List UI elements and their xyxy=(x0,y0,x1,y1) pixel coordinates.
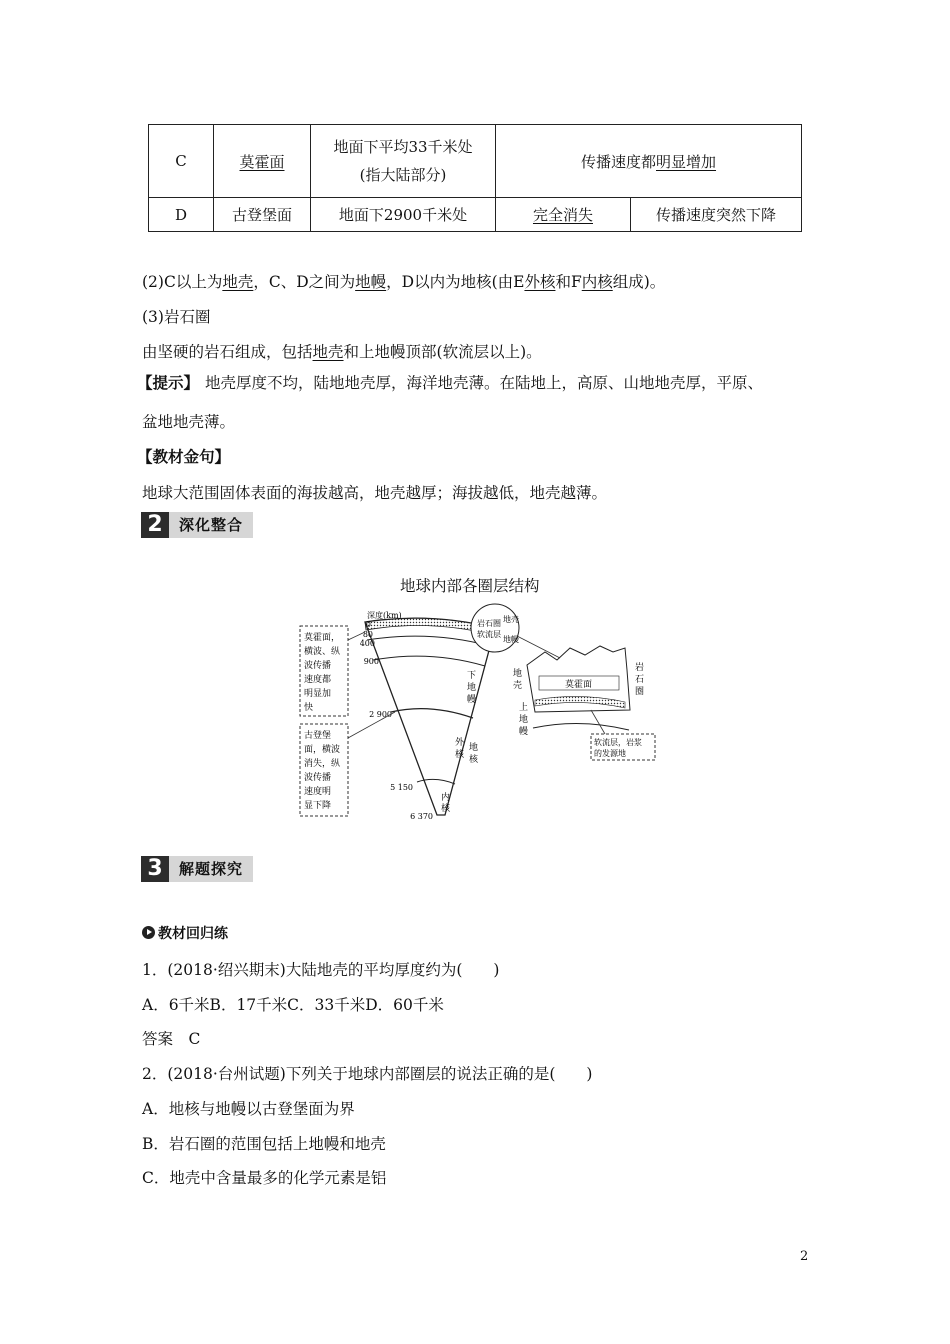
svg-text:地: 地 xyxy=(467,683,477,693)
diagram-title: 地球内部各圈层结构 xyxy=(400,577,540,595)
q1-options: A．6千米B．17千米C．33千米D．60千米 xyxy=(142,996,444,1014)
svg-text:莫霍面，: 莫霍面， xyxy=(304,633,341,643)
section-header-2 xyxy=(141,512,253,538)
svg-text:内: 内 xyxy=(441,793,451,803)
inner-core-boundary xyxy=(417,779,455,784)
svg-text:壳: 壳 xyxy=(513,681,523,691)
earth-layers-diagram xyxy=(295,600,665,825)
svg-text:岩石圈: 岩石圈 xyxy=(477,619,501,628)
play-icon xyxy=(142,926,155,939)
svg-text:石: 石 xyxy=(635,675,645,685)
tip-line-1: 【提示】 地壳厚度不均，陆地地壳厚，海洋地壳薄。在陆地上，高原、山地地壳厚，平原、 xyxy=(137,374,764,392)
svg-text:明显加: 明显加 xyxy=(304,689,332,699)
p-wave-cell: 传播速度突然下降 xyxy=(631,198,802,232)
svg-text:消失，纵: 消失，纵 xyxy=(304,759,341,769)
svg-text:幔: 幔 xyxy=(519,727,529,737)
section-number: 3 xyxy=(141,856,169,882)
depth-label: 6 370 xyxy=(410,812,433,821)
interface-name: 古登堡面 xyxy=(214,198,311,232)
q2-option-b: B．岩石圈的范围包括上地幔和地壳 xyxy=(142,1135,386,1153)
svg-text:波传播: 波传播 xyxy=(304,661,332,671)
moho-label: 莫霍面 xyxy=(565,680,593,690)
heading-lithosphere: (3)岩石圈 xyxy=(142,308,211,326)
zoom-circle xyxy=(471,604,519,652)
section-title: 解题探究 xyxy=(169,856,253,882)
svg-text:地幔: 地幔 xyxy=(503,635,519,644)
svg-text:核: 核 xyxy=(441,804,451,814)
depth-label: 0 xyxy=(365,620,371,629)
seismic-discontinuity-table xyxy=(148,124,802,232)
para-layers: (2)C以上为地壳，C、D之间为地幔，D以内为地核(由E外核和F内核组成)。 xyxy=(142,273,666,291)
depth-cell: 地面下平均33千米处 (指大陆部分) xyxy=(311,125,496,198)
svg-text:地: 地 xyxy=(469,743,479,753)
table-row xyxy=(149,125,802,198)
depth-label: 900 xyxy=(363,657,379,666)
gutenberg-boundary xyxy=(391,709,473,718)
svg-text:外: 外 xyxy=(455,738,465,748)
q2-option-c: C．地壳中含量最多的化学元素是铝 xyxy=(142,1169,387,1187)
svg-text:地壳: 地壳 xyxy=(503,615,519,624)
upper-mantle-label xyxy=(519,701,528,737)
q2-option-a: A．地核与地幔以古登堡面为界 xyxy=(142,1100,355,1118)
table-row xyxy=(149,198,802,232)
svg-text:地: 地 xyxy=(519,715,529,725)
depth-cell: 地面下2900千米处 xyxy=(311,198,496,232)
depth-label: 2 900 xyxy=(369,710,392,719)
golden-text: 地球大范围固体表面的海拔越高，地壳越厚；海拔越低，地壳越薄。 xyxy=(142,484,608,502)
para-lithosphere: 由坚硬的岩石组成，包括地壳和上地幔顶部(软流层以上)。 xyxy=(142,343,542,361)
svg-text:显下降: 显下降 xyxy=(304,801,332,811)
lower-mantle-label xyxy=(467,670,476,705)
svg-text:波传播: 波传播 xyxy=(304,773,332,783)
row-letter: D xyxy=(149,198,214,232)
section-title: 深化整合 xyxy=(169,512,253,538)
depth-header: 深度(km) xyxy=(367,611,402,620)
svg-text:核: 核 xyxy=(469,755,479,765)
review-label: 教材回归练 xyxy=(142,923,228,945)
moho-note xyxy=(304,631,340,713)
inner-core-label xyxy=(441,791,451,814)
core-label xyxy=(469,741,479,765)
q2-stem: 2．(2018·台州试题)下列关于地球内部圈层的说法正确的是( ) xyxy=(142,1065,593,1083)
section-number: 2 xyxy=(141,512,169,538)
svg-text:软流层，岩浆: 软流层，岩浆 xyxy=(594,738,642,747)
lithosphere-label xyxy=(635,661,644,697)
golden-label: 【教材金句】 xyxy=(137,448,231,466)
row-letter: C xyxy=(149,125,214,198)
svg-text:的发源地: 的发源地 xyxy=(594,749,626,758)
svg-text:圈: 圈 xyxy=(635,687,645,697)
depth-labels xyxy=(360,620,433,821)
svg-text:横波、纵: 横波、纵 xyxy=(304,647,341,657)
svg-text:面，横波: 面，横波 xyxy=(304,745,341,755)
svg-text:岩: 岩 xyxy=(635,663,645,673)
svg-text:古登堡: 古登堡 xyxy=(304,731,332,741)
svg-text:下: 下 xyxy=(467,671,477,681)
depth-label: 80 xyxy=(362,630,373,639)
svg-text:幔: 幔 xyxy=(467,695,477,705)
page-number: 2 xyxy=(800,1249,809,1264)
svg-text:速度明: 速度明 xyxy=(304,787,332,797)
q1-answer: 答案 C xyxy=(142,1030,201,1048)
svg-text:快: 快 xyxy=(304,703,314,713)
svg-text:地: 地 xyxy=(513,669,523,679)
speed-cell: 传播速度都明显增加 xyxy=(496,125,802,198)
svg-text:上: 上 xyxy=(519,703,529,713)
depth-label: 400 xyxy=(359,639,375,648)
svg-text:速度都: 速度都 xyxy=(304,675,332,685)
svg-text:核: 核 xyxy=(455,750,465,760)
asthenosphere-band xyxy=(535,696,625,708)
s-wave-cell: 完全消失 xyxy=(496,198,631,232)
mantle-boundary xyxy=(367,636,490,646)
gutenberg-note xyxy=(304,729,340,811)
depth-label: 5 150 xyxy=(390,783,413,792)
interface-name: 莫霍面 xyxy=(214,125,311,198)
right-crust-label xyxy=(513,667,522,691)
upper-mantle-boundary xyxy=(373,656,485,666)
svg-text:软流层: 软流层 xyxy=(477,630,501,639)
section-header-3 xyxy=(141,856,253,882)
tip-line-2: 盆地地壳薄。 xyxy=(142,413,236,431)
q1-stem: 1．(2018·绍兴期末)大陆地壳的平均厚度约为( ) xyxy=(142,961,500,979)
